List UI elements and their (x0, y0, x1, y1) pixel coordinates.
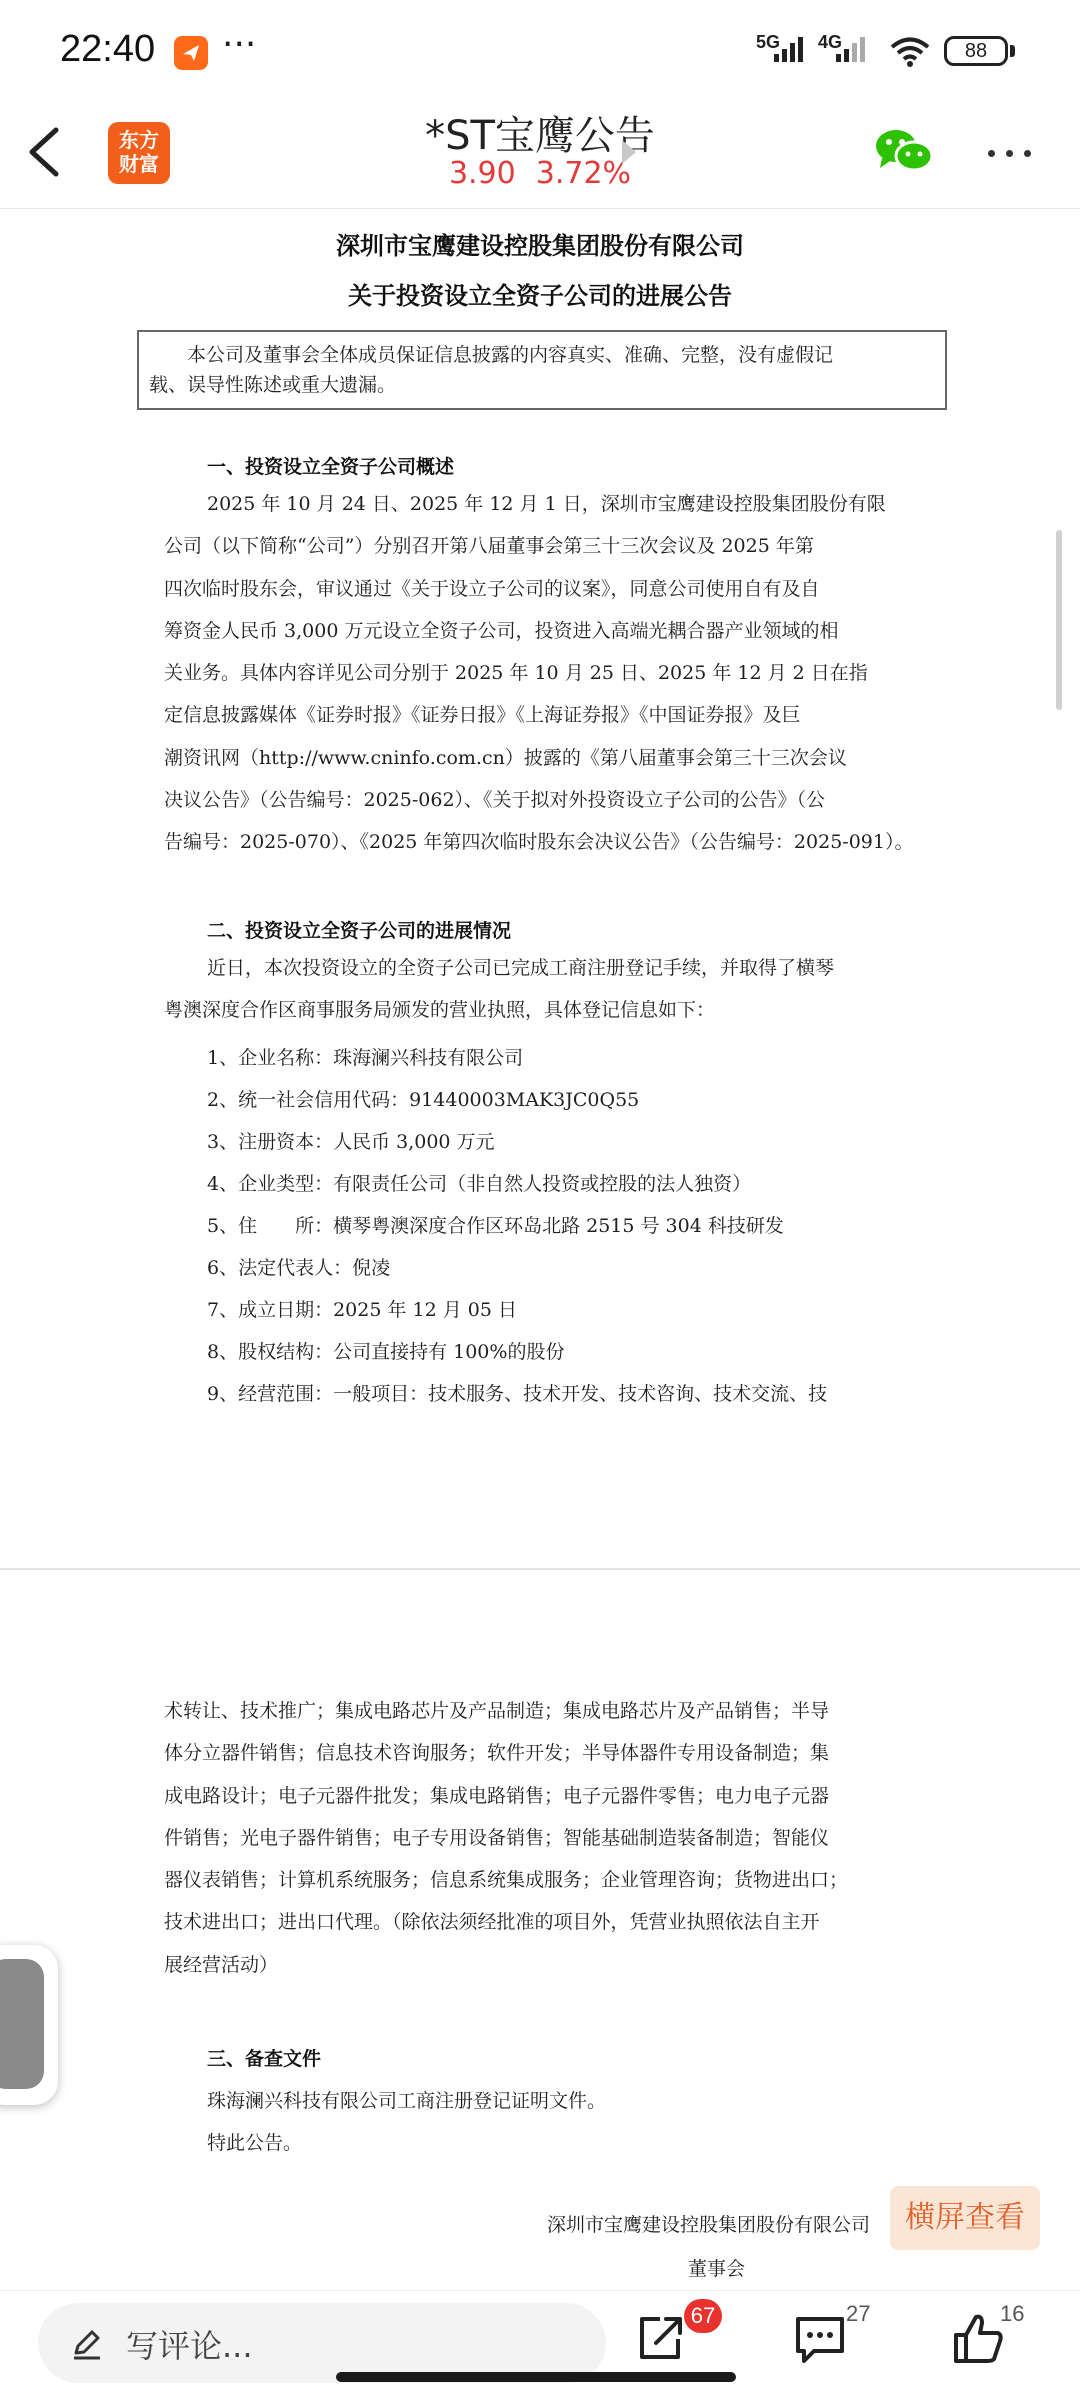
price-change: 3.72% (535, 156, 632, 191)
wechat-icon[interactable] (874, 126, 934, 176)
section-heading: 三、备查文件 (207, 2048, 322, 2070)
registration-item: 5、住 所：横琴粤澳深度合作区环岛北路 2515 号 304 科技研发 (207, 1215, 784, 1237)
comment-icon[interactable] (790, 2309, 850, 2369)
comment-input[interactable] (38, 2303, 606, 2383)
status-bar: 22:40 ··· 5G 4G 88 (0, 0, 1080, 100)
signature-org: 深圳市宝鹰建设控股集团股份有限公司 (547, 2214, 871, 2236)
section-heading: 一、投资设立全资子公司概述 (207, 456, 455, 478)
doc-subtitle: 关于投资设立全资子公司的进展公告 (348, 282, 732, 310)
comment-placeholder: 写评论... (126, 2327, 253, 2365)
comment-count: 27 (846, 2301, 871, 2326)
registration-item: 4、企业类型：有限责任公司（非自然人投资或控股的法人独资） (207, 1173, 752, 1195)
battery-tip (1010, 45, 1015, 57)
registration-item: 7、成立日期：2025 年 12 月 05 日 (207, 1299, 517, 1321)
section3-line: 特此公告。 (207, 2132, 303, 2154)
document-page-1 (0, 210, 1080, 1571)
section2-paragraph: 近日，本次投资设立的全资子公司已完成工商注册登记手续，并取得了横琴 粤澳深度合作区商事服务局颁发的营业执照，具体登记信息如下： (164, 957, 835, 1022)
title-arrow-icon[interactable] (622, 140, 636, 164)
app-logo: 东方 财富 (108, 122, 170, 184)
notification-app-icon (174, 36, 208, 70)
home-indicator[interactable] (336, 2372, 736, 2382)
section-heading: 二、投资设立全资子公司的进展情况 (207, 920, 512, 942)
section1-paragraph: 2025 年 10 月 24 日、2025 年 12 月 1 日，深圳市宝鹰建设控股集团股份有限 公司（以下简称“公司”）分别召开第八届董事会第三十三次会议及 2025 年第 四次临时股东会，审议通过《关于设立子公司的议案》，同意公司使用自有及自 筹资金人民币 3,000 万元设立全资子公司，投资进入高端光耦合器产业领域的相 关业务。具体内容详见公司分别于 2025 年 10 月 25 日、2025 年 12 月 2 日在指 定信息披露媒体《证券时报》《证券日报》《上海证券报》《中国证券报》及巨 潮资讯网（http://www.cninfo.com.cn）披露的《第八届董事会第三十三次会议 决议公告》（公告编号：2025-062）、《关于拟对外投资设立子公司的公告》（公 告编号：2025-070）、《2025 年第四次临时股东会决议公告》（公告编号：2025-091）。 (164, 493, 914, 854)
floating-widget-image (0, 1959, 44, 2089)
more-menu-icon[interactable] (980, 130, 1040, 174)
status-more-icon: ··· (222, 24, 257, 65)
share-badge: 67 (684, 2299, 722, 2333)
registration-item: 2、统一社会信用代码：91440003MAK3JC0Q55 (207, 1089, 640, 1111)
title-bar (0, 100, 1080, 209)
registration-item: 8、股权结构：公司直接持有 100%的股份 (207, 1341, 565, 1363)
like-count: 16 (1000, 2301, 1025, 2326)
business-scope-paragraph: 术转让、技术推广；集成电路芯片及产品制造；集成电路芯片及产品销售；半导 体分立器件销售；信息技术咨询服务；软件开发；半导体器件专用设备制造；集 成电路设计；电子元器件批发；集成电路销售；电子元器件零售；电力电子元器 件销售；光电子器件销售；电子专用设备销售；智能基础制造装备制造；智能仪 器仪表销售；计算机系统服务；信息系统集成服务；企业管理咨询；货物进出口； 技术进出口；进出口代理。（除依法须经批准的项目外，凭营业执照依法自主开 展经营活动） (164, 1700, 849, 1976)
floating-widget[interactable] (0, 1945, 58, 2105)
thumbs-up-icon[interactable] (948, 2309, 1008, 2369)
registration-item: 6、法定代表人：倪凌 (207, 1257, 391, 1279)
price-value: 3.90 (448, 156, 516, 191)
scrollbar-thumb[interactable] (1056, 530, 1062, 710)
stock-title[interactable]: *ST宝鹰公告 (425, 113, 655, 159)
landscape-view-button[interactable]: 横屏查看 (890, 2186, 1040, 2250)
doc-title: 深圳市宝鹰建设控股集团股份有限公司 (336, 232, 744, 260)
share-icon[interactable] (630, 2309, 690, 2369)
registration-item: 1、企业名称：珠海澜兴科技有限公司 (207, 1047, 524, 1069)
bottom-bar (0, 2290, 1080, 2401)
status-time: 22:40 (60, 28, 156, 70)
notice-box: 本公司及董事会全体成员保证信息披露的内容真实、准确、完整，没有虚假记 载、误导性陈述或重大遗漏。 (137, 330, 947, 410)
wifi-icon (890, 36, 930, 68)
back-button[interactable] (20, 124, 70, 180)
registration-item: 9、经营范围：一般项目：技术服务、技术开发、技术咨询、技术交流、技 (207, 1383, 828, 1405)
document-page-2 (0, 1570, 1080, 2290)
stock-price[interactable] (290, 156, 790, 191)
pencil-icon (70, 2327, 104, 2361)
signature-board: 董事会 (688, 2258, 746, 2280)
registration-item: 3、注册资本：人民币 3,000 万元 (207, 1131, 495, 1153)
section3-line: 珠海澜兴科技有限公司工商注册登记证明文件。 (207, 2090, 607, 2112)
battery-indicator: 88 (944, 36, 1008, 66)
